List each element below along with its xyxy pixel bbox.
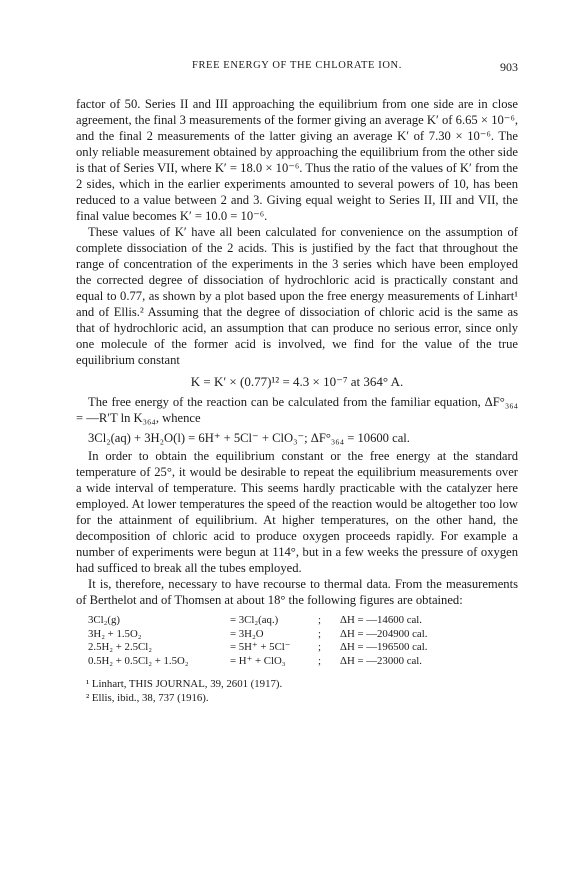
separator-cell: ; [318,614,321,626]
enthalpy-cell: ΔH = —204900 cal. [340,627,428,640]
page [76,60,518,705]
equilibrium-equation: K = K′ × (0.77)¹² = 4.3 × 10⁻⁷ at 364° A. [190,374,404,389]
enthalpy-cell: ΔH = —23000 cal. [340,654,422,667]
footnote-2: ² Ellis, ibid., 38, 737 (1916). [86,691,209,704]
running-header [76,60,518,78]
table-row [88,641,427,655]
products-cell: = H⁺ + ClO₃ [230,654,286,667]
separator-cell: ; [318,641,321,653]
page-number: 903 [500,60,518,74]
products-cell: = 3Cl₂(aq.) [230,614,279,626]
body-text [76,96,518,705]
paragraph-3: The free energy of the reaction can be calculated from the familiar equation, ΔF°₃₆₄ = —R′T ln K₃₆₄, whence [76,395,518,425]
products-cell: = 5H⁺ + 5Cl⁻ [230,641,291,653]
paragraph-1: factor of 50. Series II and III approaching the equilibrium from one side are in close agreement, the final 3 measurements of the former giving an average K′ of 6.65 × 10⁻⁶, and the final 2 measurements of the latter giving an average K′ of 7.30 × 10⁻⁶. The only reliable measurement obtained by approaching the equilibrium from the other side is that of Series VII, where K′ = 18.0 × 10⁻⁶. Thus the ratio of the values of K′ from the 2 sides, which in the earlier experiments amounted to several powers of 10, has been reduced to a value between 2 and 3. Giving equal weight to Series II, III and VII, the final value becomes K′ = 10.0 = 10⁻⁶. [76,97,518,223]
products-cell: = 3H₂O [230,627,264,640]
reactants-cell: 2.5H₂ + 2.5Cl₂ [88,641,153,653]
table-row [88,628,427,642]
enthalpy-cell: ΔH = —196500 cal. [340,641,428,653]
separator-cell: ; [318,627,321,640]
enthalpy-cell: ΔH = —14600 cal. [340,614,422,626]
footnotes [76,678,518,705]
reactants-cell: 0.5H₂ + 0.5Cl₂ + 1.5O₂ [88,654,189,667]
table-row [88,655,427,669]
paragraph-5: It is, therefore, necessary to have recourse to thermal data. From the measurements of Berthelot and of Thomsen at about 18° the following figures are obtained: [76,577,518,607]
thermal-data-table [88,614,427,668]
paragraph-2: These values of K′ have all been calculated for convenience on the assumption of complete dissociation of the 2 acids. This is justified by the fact that throughout the range of concentration of the experiments in the 3 series which have been employed the corrected degree of dissociation of hydrochloric acid is practically constant and equal to 0.77, as shown by a plot based upon the free energy measurements of Linhart¹ and of Ellis.² Assuming that the degree of dissociation of chloric acid is the same as that of hydrochloric acid, an assumption that can produce no serious error, since only one molecule of the former acid is involved, we find for the value of the true equilibrium constant [76,225,518,367]
table-row [88,614,427,628]
running-title: FREE ENERGY OF THE CHLORATE ION. [192,60,402,71]
separator-cell: ; [318,654,321,667]
reaction-equation: 3Cl₂(aq) + 3H₂O(l) = 6H⁺ + 5Cl⁻ + ClO₃⁻; ΔF°₃₆₄ = 10600 cal. [88,431,410,445]
footnote-1: ¹ Linhart, THIS JOURNAL, 39, 2601 (1917). [86,678,283,690]
paragraph-4: In order to obtain the equilibrium constant or the free energy at the standard temperature of 25°, it would be desirable to repeat the equilibrium measurements over a wide interval of temperature. This seems hardly practicable with the catalyzer here employed. At lower temperatures the speed of the reaction would be altogether too low for the attainment of equilibrium. At higher temperatures, on the other hand, the decomposition of chloric acid to produce oxygen proceeds rapidly. For example a number of experiments were begun at 114°, but in a few weeks the pressure of oxygen had sufficed to break all the tubes employed. [76,449,518,575]
reactants-cell: 3Cl₂(g) [88,614,120,626]
reactants-cell: 3H₂ + 1.5O₂ [88,627,142,640]
